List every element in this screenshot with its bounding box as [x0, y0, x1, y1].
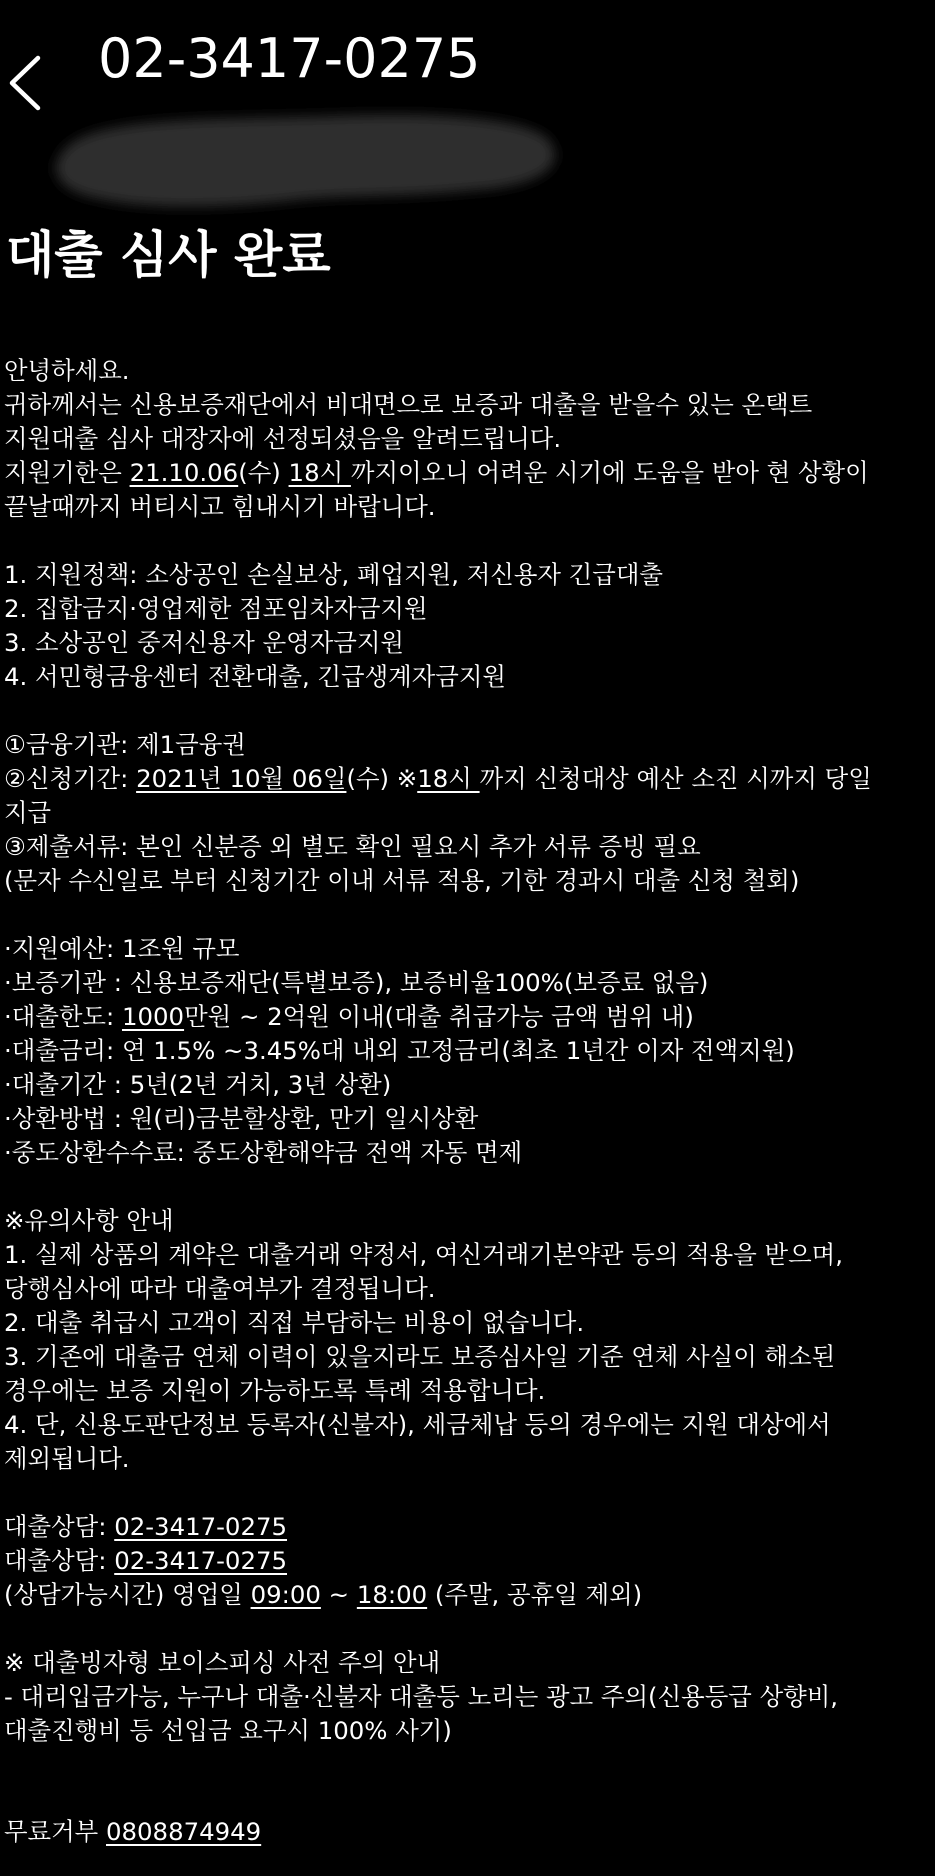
consult-phone-link[interactable]: 02-3417-0275	[114, 1512, 288, 1541]
term-line: ·대출기간 : 5년(2년 거치, 3년 상환)	[4, 1070, 392, 1099]
hours-suffix: (주말, 공휴일 제외)	[427, 1580, 643, 1609]
period-continuation: 지급	[4, 798, 52, 827]
intro-line: 지원대출 심사 대장자에 선정되셨음을 알려드립니다.	[4, 424, 562, 453]
reject-number-link[interactable]: 0808874949	[106, 1817, 262, 1846]
deadline-day: (수)	[238, 458, 289, 487]
period-suffix: 까지 신청대상 예산 소진 시까지 당일	[479, 764, 872, 793]
greeting-line: 안녕하세요.	[4, 356, 130, 385]
consult-label: 대출상담:	[4, 1512, 115, 1541]
documents-line: ③제출서류: 본인 신분증 외 별도 확인 필요시 추가 서류 증빙 필요	[4, 832, 701, 861]
guarantor-line: ·보증기관 : 신용보증재단(특별보증), 보증비율100%(보증료 없음)	[4, 968, 709, 997]
rate-line: ·대출금리: 연 1.5% ~3.45%대 내외 고정금리(최초 1년간 이자 전액지원)	[4, 1036, 795, 1065]
notice-item: 1. 실제 상품의 계약은 대출거래 약정서, 여신거래기본약관 등의 적용을 받으며,	[4, 1240, 843, 1269]
intro-line: 귀하께서는 신용보증재단에서 비대면으로 보증과 대출을 받을수 있는 온택트	[4, 390, 813, 419]
notice-item: 제외됩니다.	[4, 1444, 130, 1473]
period-time: 18시	[417, 764, 480, 793]
consult-label: 대출상담:	[4, 1546, 115, 1575]
message-header	[0, 0, 935, 200]
reject-label: 무료거부	[4, 1817, 106, 1846]
consult-line	[4, 1544, 932, 1578]
phishing-title: ※ 대출빙자형 보이스피싱 사전 주의 안내	[4, 1648, 441, 1677]
reject-line	[4, 1815, 261, 1849]
consult-line	[4, 1510, 932, 1544]
deadline-suffix: 까지이오니 어려운 시기에 도움을 받아 현 상황이	[350, 458, 869, 487]
period-day: (수) ※	[346, 764, 418, 793]
consult-phone-link[interactable]: 02-3417-0275	[114, 1546, 288, 1575]
message-title: 대출 심사 완료	[6, 226, 331, 284]
early-fee-line: ·중도상환수수료: 중도상환해약금 전액 자동 면제	[4, 1138, 523, 1167]
hours-sep: ~	[320, 1580, 357, 1609]
hours-end-link[interactable]: 18:00	[356, 1580, 428, 1609]
policy-item: 1. 지원정책: 소상공인 손실보상, 폐업지원, 저신용자 긴급대출	[4, 560, 663, 589]
sender-phone-title: 02-3417-0275	[98, 27, 481, 90]
period-prefix: ②신청기간:	[4, 764, 137, 793]
institution-line: ①금융기관: 제1금융권	[4, 730, 246, 759]
hours-prefix: (상담가능시간) 영업일	[4, 1580, 251, 1609]
repayment-line: ·상환방법 : 원(리)금분할상환, 만기 일시상환	[4, 1104, 479, 1133]
notice-item: 4. 단, 신용도판단정보 등록자(신불자), 세금체납 등의 경우에는 지원 대상에서	[4, 1410, 831, 1439]
phishing-item: - 대리입금가능, 누구나 대출·신불자 대출등 노리는 광고 주의(신용등급 상향비,	[4, 1682, 839, 1711]
hours-line	[4, 1578, 932, 1612]
notice-item: 2. 대출 취급시 고객이 직접 부담하는 비용이 없습니다.	[4, 1308, 585, 1337]
deadline-time: 18시	[288, 458, 351, 487]
deadline-prefix: 지원기한은	[4, 458, 130, 487]
budget-line: ·지원예산: 1조원 규모	[4, 934, 240, 963]
phishing-item: 대출진행비 등 선입금 요구시 100% 사기)	[4, 1716, 452, 1745]
policy-item: 3. 소상공인 중저신용자 운영자금지원	[4, 628, 404, 657]
limit-suffix: 만원 ~ 2억원 이내(대출 취급가능 금액 범위 내)	[184, 1002, 694, 1031]
notice-item: 당행심사에 따라 대출여부가 결정됩니다.	[4, 1274, 436, 1303]
limit-amount: 1000	[121, 1002, 185, 1031]
period-date: 2021년 10월 06일	[136, 764, 347, 793]
limit-line	[4, 1000, 932, 1034]
redaction-blur	[36, 98, 566, 220]
policy-item: 2. 집합금지·영업제한 점포임차자금지원	[4, 594, 428, 623]
notice-title: ※유의사항 안내	[4, 1206, 174, 1235]
message-body	[4, 354, 932, 1748]
notice-item: 경우에는 보증 지원이 가능하도록 특례 적용합니다.	[4, 1376, 546, 1405]
closing-line: 끝날때까지 버티시고 힘내시기 바랍니다.	[4, 492, 436, 521]
policy-item: 4. 서민형금융센터 전환대출, 긴급생계자금지원	[4, 662, 506, 691]
deadline-date: 21.10.06	[129, 458, 239, 487]
notice-item: 3. 기존에 대출금 연체 이력이 있을지라도 보증심사일 기준 연체 사실이 해소된	[4, 1342, 836, 1371]
documents-note: (문자 수신일로 부터 신청기간 이내 서류 적용, 기한 경과시 대출 신청 철회)	[4, 866, 800, 895]
deadline-line	[4, 456, 932, 490]
period-line	[4, 762, 932, 796]
hours-start-link[interactable]: 09:00	[250, 1580, 321, 1609]
limit-prefix: ·대출한도:	[4, 1002, 122, 1031]
